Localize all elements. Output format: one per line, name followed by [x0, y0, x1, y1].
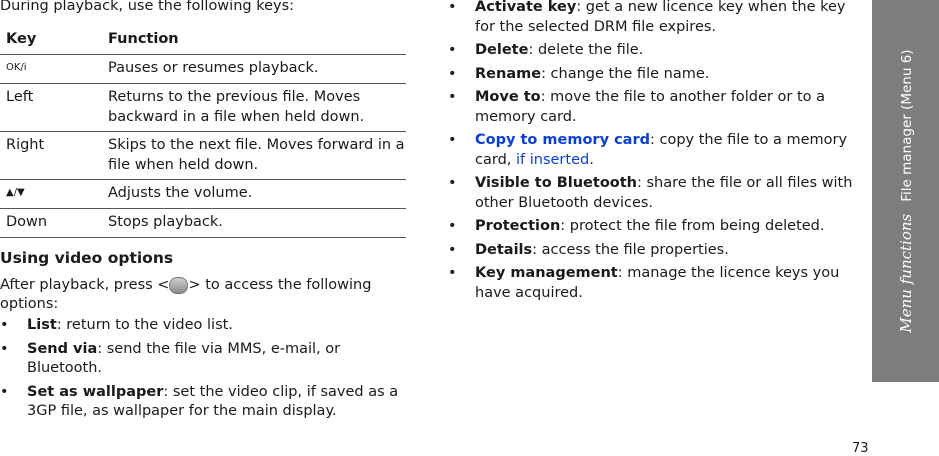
header-function: Function — [108, 31, 179, 47]
bullet-icon: • — [448, 218, 457, 234]
header-key: Key — [6, 31, 37, 47]
bullet-icon: • — [448, 175, 457, 191]
bullet-icon: • — [448, 65, 457, 82]
list-item: • Set as wallpaper: set the video clip, if saved as a 3GP file, as wallpaper for the main display. — [0, 383, 399, 419]
bullet-icon: • — [448, 89, 457, 105]
table-row — [0, 209, 406, 238]
table-header-row — [0, 27, 406, 55]
list-item: • Rename: change the file name. — [448, 65, 858, 85]
row-function: Pauses or resumes playback. — [108, 60, 319, 76]
list-item: • Activate key: get a new licence key when the key for the selected DRM file expires. — [448, 0, 846, 35]
section-title: Menu functions — [896, 213, 915, 333]
softkey-menu-icon — [169, 277, 188, 294]
bullet-icon: • — [448, 132, 457, 148]
table-row — [0, 180, 406, 209]
list-item: • Details: access the file properties. — [448, 241, 858, 261]
bullet-icon: • — [0, 317, 9, 333]
video-options-list — [0, 316, 405, 426]
table-row — [0, 132, 406, 180]
volume-keys-icon: ▲/▼ — [6, 187, 25, 198]
table-row — [0, 55, 406, 84]
table-row — [0, 84, 406, 132]
chapter-tab-label — [872, 0, 939, 382]
row-function: Adjusts the volume. — [108, 185, 253, 201]
list-item: • Visible to Bluetooth: share the file or all files with other Bluetooth devices. — [448, 175, 853, 211]
row-key: Right — [6, 137, 45, 153]
list-item: • List: return to the video list. — [0, 316, 405, 336]
subsection-title: File manager (Menu 6) — [898, 49, 915, 202]
bullet-icon: • — [448, 265, 457, 281]
row-key: Left — [6, 89, 34, 105]
key-ok-icon: OK/i — [6, 62, 27, 73]
highlighted-note: if inserted — [516, 151, 590, 168]
row-function: Stops playback. — [108, 214, 223, 230]
list-item: • Move to: move the file to another folder or to a memory card. — [448, 89, 825, 125]
row-function: Returns to the previous file. Moves backward in a file when held down. — [108, 89, 365, 125]
row-function: Skips to the next file. Moves forward in a file when held down. — [108, 137, 405, 173]
list-item: • Delete: delete the file. — [448, 41, 858, 61]
list-item: • Protection: protect the file from being deleted. — [448, 217, 858, 237]
bullet-icon: • — [448, 241, 457, 258]
bullet-icon: • — [0, 340, 9, 357]
key-function-table — [0, 27, 406, 238]
options-intro: After playback, press < > to access the following options: — [0, 277, 372, 312]
page-number: 73 — [852, 441, 869, 456]
bullet-icon: • — [0, 383, 9, 400]
bullet-icon: • — [448, 42, 457, 58]
file-options-list — [448, 0, 858, 307]
intro-text: During playback, use the following keys: — [0, 0, 295, 14]
row-key: Down — [6, 214, 48, 230]
list-item: • Send via: send the file via MMS, e-mail, or Bluetooth. — [0, 340, 341, 376]
list-item: • Copy to memory card: copy the file to a memory card, if inserted. — [448, 132, 848, 168]
section-heading: Using video options — [0, 249, 174, 267]
bullet-icon: • — [448, 0, 457, 15]
highlighted-term: Copy to memory card — [475, 132, 650, 148]
list-item: • Key management: manage the licence keys you have acquired. — [448, 265, 840, 301]
